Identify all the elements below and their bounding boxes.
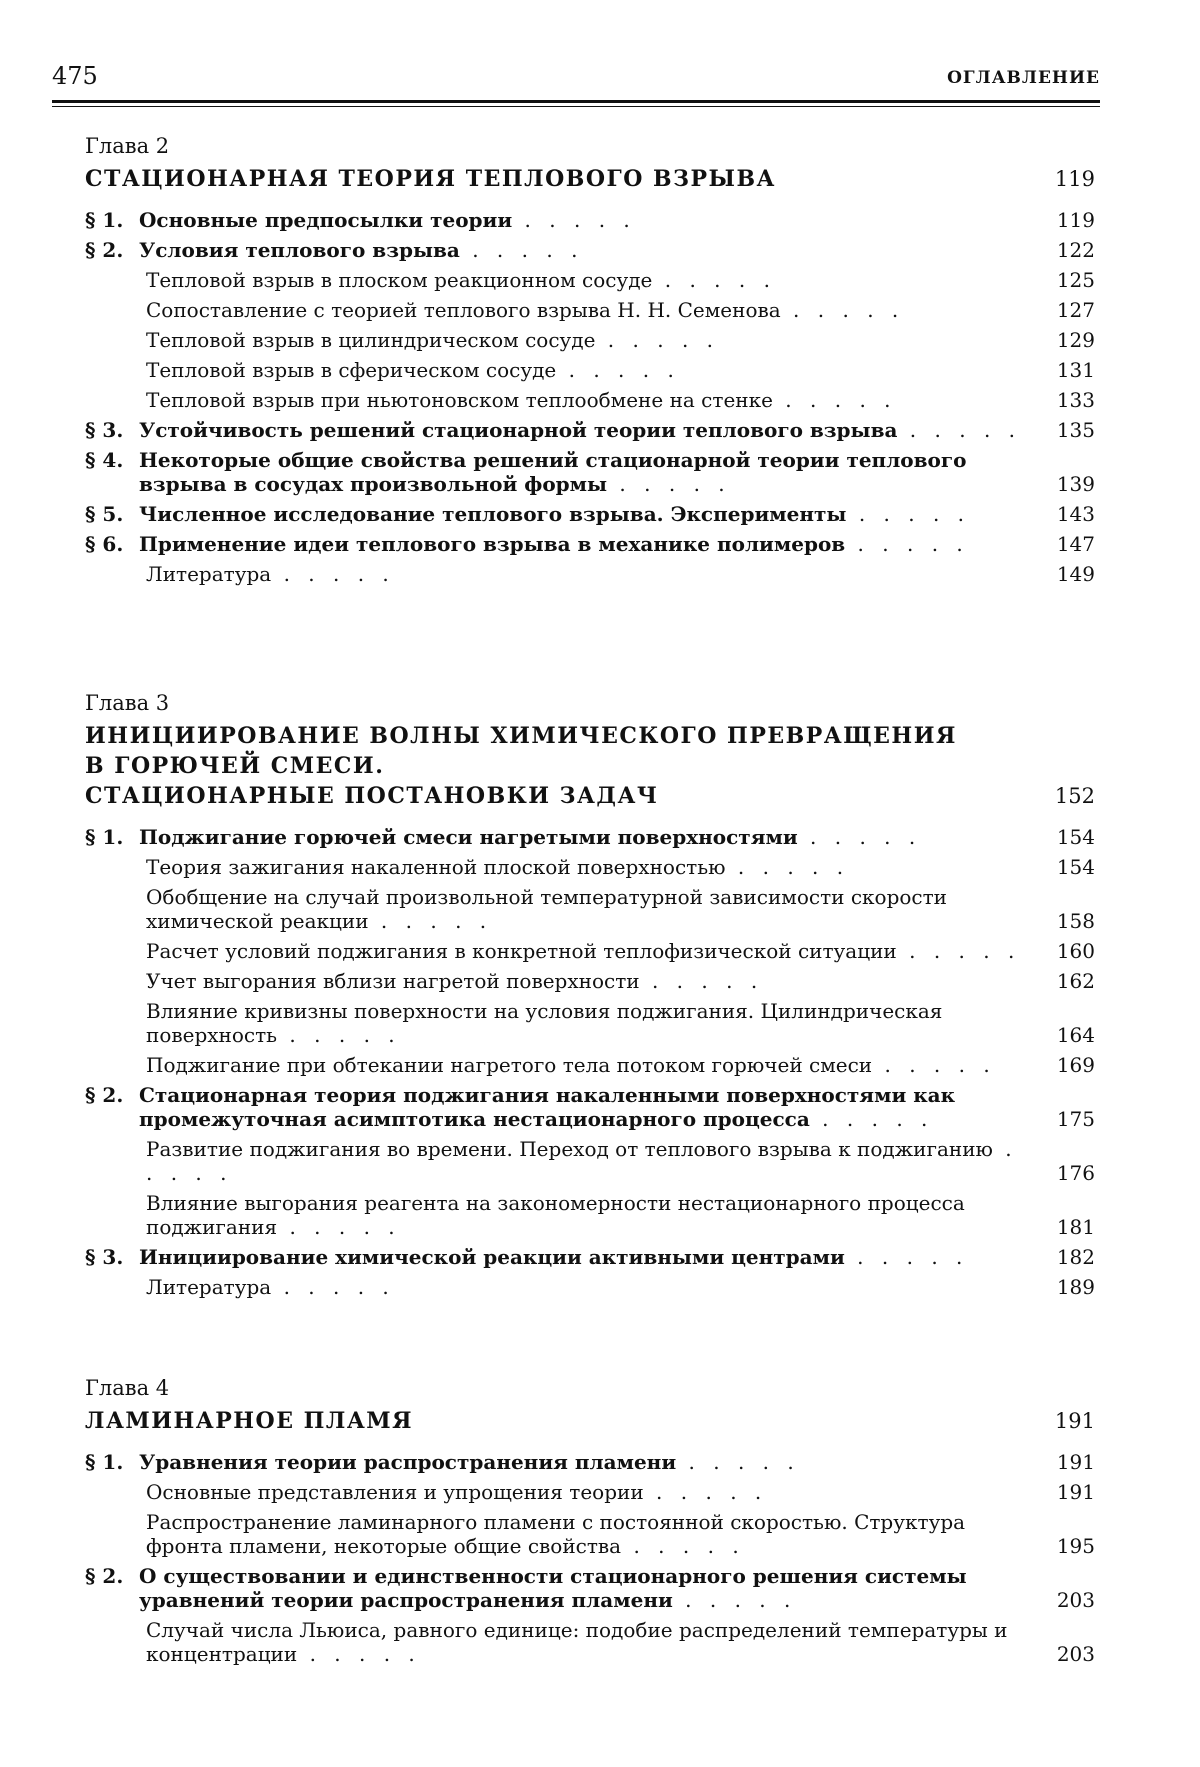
- dot-leader: . . . . .: [595, 328, 720, 352]
- toc-entry-text-wrap: [85, 1480, 1025, 1504]
- toc-entry-text-wrap: [85, 328, 1025, 352]
- toc-entry-text-wrap: [85, 855, 1025, 879]
- toc-entry-page: 122: [1056, 238, 1095, 262]
- toc-entry-text: Теория зажигания накаленной плоской поверхностью: [146, 855, 726, 879]
- toc-entry-page: 129: [1056, 328, 1095, 352]
- dot-leader: . . . . .: [512, 208, 636, 232]
- section-number: § 4.: [85, 448, 124, 472]
- toc-entry-page: 158: [1056, 909, 1095, 933]
- dot-leader: . . . . .: [845, 532, 969, 556]
- header-rule: [52, 100, 1100, 103]
- toc-section-entry: [85, 1245, 1095, 1269]
- toc-entry-text-wrap: [85, 388, 1025, 412]
- toc-subsection-entry: [85, 562, 1095, 586]
- toc-entry-page: 195: [1056, 1534, 1095, 1558]
- toc-entry-text: О существовании и единственности стационарного решения системы уравнений теории распространения пламени: [139, 1564, 967, 1612]
- toc-subsection-entry: [85, 328, 1095, 352]
- dot-leader: . . . . .: [556, 358, 680, 382]
- toc-subsection-entry: [85, 1053, 1095, 1077]
- toc-entry-text: Тепловой взрыв в плоском реакционном сосуде: [146, 268, 653, 292]
- toc-section-entry: [85, 238, 1095, 262]
- section-number: § 1.: [85, 825, 124, 849]
- toc-entry-page: 149: [1056, 562, 1095, 586]
- toc-entry-text: Условия теплового взрыва: [139, 238, 460, 262]
- section-number: § 1.: [85, 208, 124, 232]
- dot-leader: . . . . .: [797, 825, 922, 849]
- chapter-3: [85, 685, 1095, 1305]
- toc-entry-text: Расчет условий поджигания в конкретной теплофизической ситуации: [146, 939, 897, 963]
- toc-entry-text-wrap: [85, 939, 1025, 963]
- dot-leader: . . . . .: [277, 1215, 401, 1239]
- section-number: § 6.: [85, 532, 124, 556]
- toc-subsection-entry: [85, 358, 1095, 382]
- chapter-page-number: 191: [1054, 1409, 1095, 1433]
- toc-subsection-entry: [85, 268, 1095, 292]
- toc-entry-page: 147: [1056, 532, 1095, 556]
- toc-entry-page: 119: [1056, 208, 1095, 232]
- dot-leader: . . . . .: [872, 1053, 996, 1077]
- toc-entry-text: Устойчивость решений стационарной теории теплового взрыва: [139, 418, 898, 442]
- toc-section-entry: [85, 1083, 1095, 1131]
- header-rule-thin: [52, 106, 1100, 107]
- toc-entry-page: 160: [1056, 939, 1095, 963]
- chapter-2: [85, 128, 1095, 592]
- dot-leader: . . . . .: [725, 855, 850, 879]
- chapter-title-row: [85, 1406, 1095, 1436]
- toc-entry-text-wrap: [85, 1275, 1025, 1299]
- toc-entry-text-wrap: [85, 825, 1025, 849]
- toc-entry-text-wrap: [85, 1137, 1025, 1185]
- dot-leader: . . . . .: [809, 1107, 934, 1131]
- toc-entry-page: 133: [1056, 388, 1095, 412]
- toc-subsection-entry: [85, 1191, 1095, 1239]
- dot-leader: . . . . .: [897, 418, 1022, 442]
- toc-entry-page: 189: [1056, 1275, 1095, 1299]
- toc-entry-text: Случай числа Льюиса, равного единице: подобие распределений температуры и концентрации: [146, 1618, 1008, 1666]
- dot-leader: . . . . .: [896, 939, 1021, 963]
- section-number: § 2.: [85, 1564, 124, 1588]
- toc-entry-page: 176: [1056, 1161, 1095, 1185]
- toc-entry-text-wrap: [85, 208, 1025, 232]
- running-head: ОГЛАВЛЕНИЕ: [947, 68, 1100, 88]
- dot-leader: . . . . .: [607, 472, 731, 496]
- toc-list: [85, 208, 1095, 586]
- toc-entry-page: 181: [1056, 1215, 1095, 1239]
- dot-leader: . . . . .: [672, 1588, 797, 1612]
- toc-subsection-entry: [85, 939, 1095, 963]
- chapter-title-line: ИНИЦИИРОВАНИЕ ВОЛНЫ ХИМИЧЕСКОГО ПРЕВРАЩЕНИЯ: [85, 723, 957, 749]
- toc-entry-text-wrap: [85, 885, 1025, 933]
- toc-entry-text-wrap: [85, 999, 1025, 1047]
- toc-entry-text: Поджигание горючей смеси нагретыми поверхностями: [139, 825, 798, 849]
- dot-leader: . . . . .: [652, 268, 776, 292]
- toc-entry-text-wrap: [85, 238, 1025, 262]
- toc-entry-text-wrap: [85, 1083, 1025, 1131]
- toc-section-entry: [85, 418, 1095, 442]
- chapter-title: [85, 721, 965, 811]
- toc-entry-text: Некоторые общие свойства решений стационарной теории теплового взрыва в сосудах произвольной формы: [139, 448, 967, 496]
- toc-section-entry: [85, 502, 1095, 526]
- toc-entry-page: 182: [1056, 1245, 1095, 1269]
- toc-entry-text: Основные представления и упрощения теории: [146, 1480, 644, 1504]
- toc-entry-text-wrap: [85, 358, 1025, 382]
- chapter-title-line: ЛАМИНАРНОЕ ПЛАМЯ: [85, 1408, 414, 1434]
- dot-leader: . . . . .: [780, 298, 905, 322]
- toc-entry-text: Тепловой взрыв в цилиндрическом сосуде: [146, 328, 596, 352]
- dot-leader: . . . . .: [643, 1480, 768, 1504]
- toc-entry-text: Литература: [146, 1275, 272, 1299]
- dot-leader: . . . . .: [844, 1245, 969, 1269]
- toc-entry-text: Применение идеи теплового взрыва в механике полимеров: [139, 532, 846, 556]
- toc-list: [85, 1450, 1095, 1666]
- page-header: [52, 62, 1100, 102]
- toc-entry-page: 154: [1056, 825, 1095, 849]
- section-number: § 3.: [85, 418, 124, 442]
- toc-entry-text: Развитие поджигания во времени. Переход от теплового взрыва к поджиганию: [146, 1137, 993, 1161]
- toc-entry-text: Основные предпосылки теории: [139, 208, 513, 232]
- toc-entry-text-wrap: [85, 502, 1025, 526]
- toc-entry-text-wrap: [85, 532, 1025, 556]
- toc-subsection-entry: [85, 298, 1095, 322]
- toc-entry-text: Учет выгорания вблизи нагретой поверхности: [146, 969, 640, 993]
- dot-leader: . . . . .: [277, 1023, 401, 1047]
- toc-section-entry: [85, 1564, 1095, 1612]
- toc-entry-text-wrap: [85, 1450, 1025, 1474]
- dot-leader: . . . . .: [621, 1534, 745, 1558]
- chapter-title-line: СТАЦИОНАРНАЯ ТЕОРИЯ ТЕПЛОВОГО ВЗРЫВА: [85, 166, 776, 192]
- dot-leader: . . . . .: [297, 1642, 421, 1666]
- toc-entry-text: Стационарная теория поджигания накаленными поверхностями как промежуточная асимптотика нестационарного процесса: [139, 1083, 956, 1131]
- dot-leader: . . . . .: [459, 238, 584, 262]
- toc-entry-text-wrap: [85, 298, 1025, 322]
- toc-entry-text: Влияние выгорания реагента на закономерности нестационарного процесса поджигания: [146, 1191, 965, 1239]
- chapter-page-number: 152: [1054, 784, 1095, 808]
- chapter-title-line: СТАЦИОНАРНЫЕ ПОСТАНОВКИ ЗАДАЧ: [85, 783, 659, 809]
- toc-subsection-entry: [85, 1275, 1095, 1299]
- toc-subsection-entry: [85, 999, 1095, 1047]
- toc-entry-text: Распространение ламинарного пламени с постоянной скоростью. Структура фронта пламени, некоторые общие свойства: [146, 1510, 966, 1558]
- toc-entry-page: 191: [1056, 1480, 1095, 1504]
- toc-entry-page: 203: [1056, 1588, 1095, 1612]
- toc-entry-page: 139: [1056, 472, 1095, 496]
- toc-subsection-entry: [85, 855, 1095, 879]
- toc-section-entry: [85, 448, 1095, 496]
- toc-entry-text: Тепловой взрыв в сферическом сосуде: [146, 358, 557, 382]
- toc-entry-page: 125: [1056, 268, 1095, 292]
- toc-entry-text: Численное исследование теплового взрыва. Эксперименты: [139, 502, 847, 526]
- chapter-label: Глава 3: [85, 691, 170, 715]
- section-number: § 2.: [85, 1083, 124, 1107]
- toc-entry-page: 175: [1056, 1107, 1095, 1131]
- toc-entry-page: 164: [1056, 1023, 1095, 1047]
- chapter-title: [85, 164, 965, 194]
- toc-entry-text-wrap: [85, 1245, 1025, 1269]
- page-number: 475: [52, 62, 98, 90]
- toc-list: [85, 825, 1095, 1299]
- toc-subsection-entry: [85, 969, 1095, 993]
- section-number: § 1.: [85, 1450, 124, 1474]
- toc-entry-text-wrap: [85, 268, 1025, 292]
- toc-entry-text-wrap: [85, 418, 1025, 442]
- toc-section-entry: [85, 532, 1095, 556]
- toc-subsection-entry: [85, 1480, 1095, 1504]
- toc-subsection-entry: [85, 1618, 1095, 1666]
- toc-entry-text: Инициирование химической реакции активными центрами: [139, 1245, 845, 1269]
- toc-entry-page: 131: [1056, 358, 1095, 382]
- section-number: § 5.: [85, 502, 124, 526]
- toc-section-entry: [85, 825, 1095, 849]
- section-number: § 2.: [85, 238, 124, 262]
- toc-entry-text: Литература: [146, 562, 272, 586]
- dot-leader: . . . . .: [146, 1137, 1018, 1185]
- chapter-title-row: [85, 721, 1095, 811]
- dot-leader: . . . . .: [368, 909, 493, 933]
- dot-leader: . . . . .: [846, 502, 971, 526]
- toc-entry-text-wrap: [85, 1510, 1025, 1558]
- toc-entry-page: 203: [1056, 1642, 1095, 1666]
- toc-entry-text-wrap: [85, 562, 1025, 586]
- toc-entry-page: 169: [1056, 1053, 1095, 1077]
- toc-entry-text-wrap: [85, 1564, 1025, 1612]
- toc-entry-text-wrap: [85, 1191, 1025, 1239]
- toc-entry-text-wrap: [85, 448, 1025, 496]
- section-number: § 3.: [85, 1245, 124, 1269]
- dot-leader: . . . . .: [639, 969, 764, 993]
- toc-entry-text: Обобщение на случай произвольной температурной зависимости скорости химической реакции: [146, 885, 948, 933]
- dot-leader: . . . . .: [772, 388, 897, 412]
- chapter-title-row: [85, 164, 1095, 194]
- toc-subsection-entry: [85, 388, 1095, 412]
- chapter-label: Глава 2: [85, 134, 170, 158]
- toc-entry-text-wrap: [85, 1053, 1025, 1077]
- toc-entry-page: 135: [1056, 418, 1095, 442]
- toc-subsection-entry: [85, 1137, 1095, 1185]
- toc-entry-page: 162: [1056, 969, 1095, 993]
- dot-leader: . . . . .: [271, 1275, 395, 1299]
- dot-leader: . . . . .: [676, 1450, 800, 1474]
- toc-subsection-entry: [85, 1510, 1095, 1558]
- toc-entry-text-wrap: [85, 1618, 1025, 1666]
- toc-entry-page: 127: [1056, 298, 1095, 322]
- chapter-title-line: В ГОРЮЧЕЙ СМЕСИ.: [85, 753, 385, 779]
- toc-entry-text-wrap: [85, 969, 1025, 993]
- chapter-title: [85, 1406, 965, 1436]
- chapter-label: Глава 4: [85, 1376, 170, 1400]
- toc-entry-text: Влияние кривизны поверхности на условия поджигания. Цилиндрическая поверхность: [146, 999, 943, 1047]
- toc-entry-text: Поджигание при обтекании нагретого тела потоком горючей смеси: [146, 1053, 873, 1077]
- toc-entry-page: 191: [1056, 1450, 1095, 1474]
- toc-entry-page: 154: [1056, 855, 1095, 879]
- toc-entry-text: Тепловой взрыв при ньютоновском теплообмене на стенке: [146, 388, 773, 412]
- chapter-4: [85, 1370, 1095, 1672]
- toc-section-entry: [85, 1450, 1095, 1474]
- dot-leader: . . . . .: [271, 562, 395, 586]
- toc-section-entry: [85, 208, 1095, 232]
- toc-subsection-entry: [85, 885, 1095, 933]
- chapter-page-number: 119: [1054, 167, 1095, 191]
- toc-entry-page: 143: [1056, 502, 1095, 526]
- toc-entry-text: Сопоставление с теорией теплового взрыва Н. Н. Семенова: [146, 298, 781, 322]
- toc-entry-text: Уравнения теории распространения пламени: [139, 1450, 677, 1474]
